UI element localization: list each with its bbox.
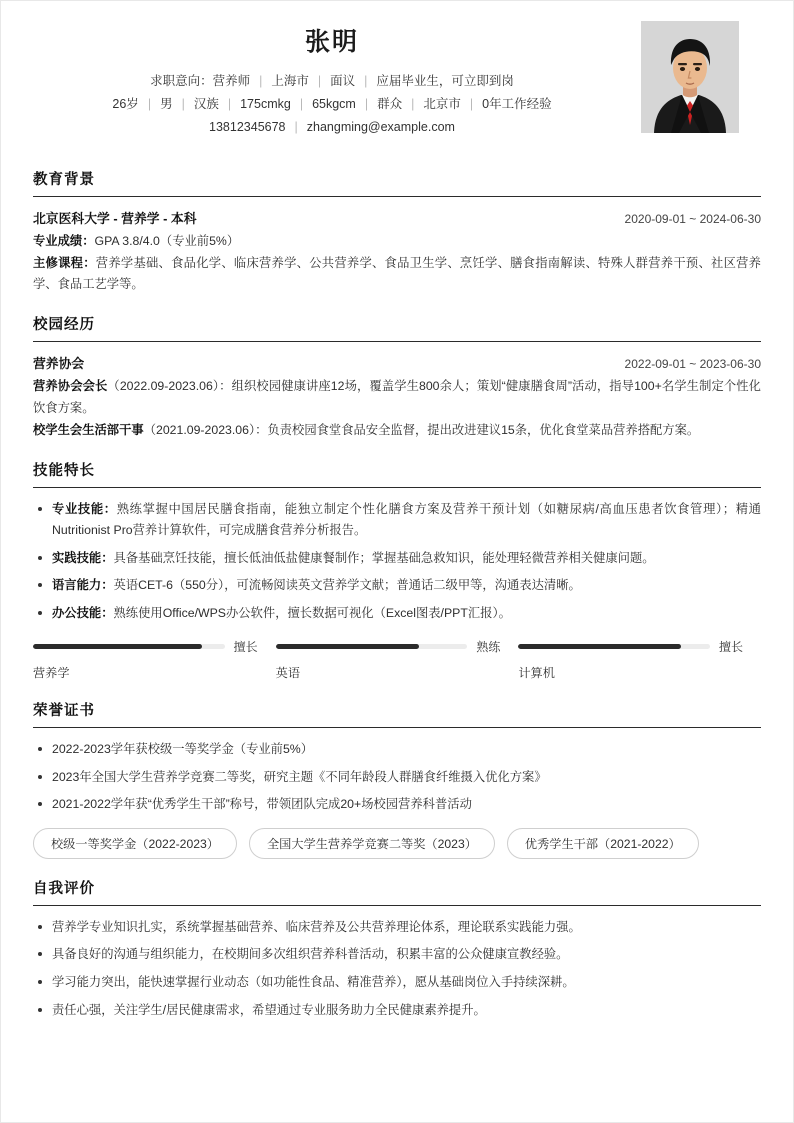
- self-evaluation-list: [33, 917, 761, 1021]
- education-courses-value: 营养学基础、食品化学、临床营养学、公共营养学、食品卫生学、烹饪学、膳食指南解读、特殊人群营养干预、社区营养学、食品工艺学等。: [33, 256, 761, 292]
- campus-entry-head: [33, 353, 761, 372]
- section-title-honors: 荣誉证书: [33, 703, 95, 720]
- education-entry-head: [33, 208, 761, 227]
- skill-bar-track: [276, 644, 468, 649]
- resume-header: [1, 1, 793, 150]
- meta-separator: |: [411, 97, 415, 111]
- section-self-evaluation: [1, 877, 793, 1021]
- campus-role-row: [33, 420, 761, 441]
- skill-bar-name: 英语: [275, 666, 301, 681]
- skill-bar-top: [518, 638, 743, 655]
- list-item: 2021-2022学年获“优秀学生干部”称号，带领团队完成20+场校园营养科普活动: [33, 794, 761, 816]
- section-skills: [1, 459, 793, 682]
- meta-value: 汉族: [193, 97, 219, 111]
- campus-role-detail: （2021.09-2023.06）：负责校园食堂食品安全监督，提出改进建议15条，优化食堂菜品营养搭配方案。: [143, 422, 700, 437]
- meta-separator: |: [259, 74, 263, 88]
- skill-label: 语言能力：: [52, 578, 114, 593]
- meta-value: 26岁: [112, 97, 139, 111]
- list-item: [33, 575, 761, 597]
- avatar: [641, 21, 739, 133]
- skills-list: [33, 499, 761, 625]
- education-entry: [33, 208, 761, 295]
- honors-list: [33, 739, 761, 816]
- meta-value: 男: [160, 97, 173, 111]
- meta-value: 上海市: [271, 74, 309, 88]
- meta-value: 面议: [330, 74, 356, 88]
- skill-text: 具备基础烹饪技能，擅长低油低盐健康餐制作；掌握基础急救知识，能处理轻微营养相关健康问题。: [113, 550, 655, 565]
- skill-label: 办公技能：: [52, 605, 114, 620]
- skill-text: 熟练掌握中国居民膳食指南，能独立制定个性化膳食方案及营养干预计划（如糖尿病/高血压患者饮食管理）；精通 Nutritionist Pro营养计算软件，可完成膳食营养分析报告。: [52, 501, 761, 538]
- list-item: 2022-2023学年获校级一等奖学金（专业前5%）: [33, 739, 761, 761]
- list-item: 责任心强，关注学生/居民健康需求，希望通过专业服务助力全民健康素养提升。: [33, 1000, 761, 1022]
- section-divider: [33, 487, 761, 488]
- meta-separator: |: [294, 120, 298, 134]
- meta-separator: |: [147, 97, 152, 111]
- meta-separator: |: [364, 74, 368, 88]
- campus-role-title: 营养协会会长: [33, 379, 108, 394]
- meta-value: zhangming@example.com: [306, 120, 455, 134]
- section-divider: [33, 196, 761, 197]
- meta-value: 求职意向：营养师: [150, 74, 251, 88]
- skill-bar-item: [33, 638, 276, 681]
- section-divider: [33, 727, 761, 728]
- meta-value: 应届毕业生，可立即到岗: [376, 74, 514, 88]
- education-courses-row: [33, 253, 761, 295]
- skill-text: 英语CET-6（550分），可流畅阅读英文营养学文献；普通话二级甲等，沟通表达清晰。: [113, 578, 581, 593]
- campus-date: 2022-09-01 ~ 2023-06-30: [624, 357, 761, 372]
- honors-tag-group: [33, 828, 761, 859]
- skill-bar-fill: [33, 644, 202, 649]
- education-date: 2020-09-01 ~ 2024-06-30: [624, 212, 761, 226]
- list-item: [33, 548, 761, 570]
- meta-separator: |: [317, 74, 322, 88]
- section-title-campus: 校园经历: [33, 317, 95, 334]
- skill-bar-group: [33, 638, 761, 681]
- skill-bar-track: [33, 644, 225, 649]
- meta-separator: |: [299, 97, 304, 111]
- meta-line-personal: [33, 94, 631, 114]
- campus-role-title: 校学生会生活部干事: [33, 422, 144, 437]
- meta-separator: |: [364, 97, 369, 111]
- list-item: [33, 603, 761, 625]
- meta-line-contact: [33, 117, 631, 137]
- skill-bar-top: [33, 638, 258, 655]
- meta-separator: |: [227, 97, 232, 111]
- education-school: 北京医科大学 - 营养学 - 本科: [33, 211, 197, 226]
- list-item: 学习能力突出，能快速掌握行业动态（如功能性食品、精准营养），愿从基础岗位入手持续深耕。: [33, 972, 761, 994]
- section-honors: [1, 699, 793, 859]
- meta-value: 175cmkg: [240, 97, 291, 111]
- list-item: 2023年全国大学生营养学竞赛二等奖，研究主题《不同年龄段人群膳食纤维摄入优化方案》: [33, 767, 761, 789]
- education-gpa-row: [33, 231, 761, 252]
- campus-role-row: [33, 376, 761, 418]
- education-gpa-value: GPA 3.8/4.0（专业前5%）: [94, 234, 240, 248]
- skill-bar-fill: [518, 644, 681, 649]
- skill-bar-fill: [276, 644, 420, 649]
- campus-entry: [33, 353, 761, 440]
- education-gpa-label: 专业成绩：: [33, 234, 95, 248]
- skill-text: 熟练使用Office/WPS办公软件，擅长数据可视化（Excel图表/PPT汇报）。: [113, 605, 511, 620]
- meta-value: 0年工作经验: [482, 97, 552, 111]
- section-title-skills: 技能特长: [33, 462, 95, 479]
- section-divider: [33, 341, 761, 342]
- skill-bar-top: [276, 638, 501, 655]
- meta-separator: |: [181, 97, 185, 111]
- section-divider: [33, 905, 761, 906]
- list-item: 具备良好的沟通与组织能力，在校期间多次组织营养科普活动，积累丰富的公众健康宣教经验。: [33, 944, 761, 966]
- section-title-self-evaluation: 自我评价: [33, 880, 95, 897]
- page-title: 张明: [304, 28, 359, 56]
- skill-bar-item: [518, 638, 761, 681]
- skill-bar-name: 计算机: [518, 666, 555, 681]
- skill-bar-track: [518, 644, 710, 649]
- list-item: [33, 499, 761, 542]
- skill-label: 专业技能：: [52, 501, 117, 516]
- list-item: 营养学专业知识扎实，系统掌握基础营养、临床营养及公共营养理论体系，理论联系实践能力强。: [33, 917, 761, 939]
- meta-value: 13812345678: [209, 120, 286, 134]
- education-courses-label: 主修课程：: [33, 256, 96, 271]
- meta-value: 北京市: [423, 97, 461, 111]
- meta-value: 群众: [377, 97, 403, 111]
- meta-line-intent: [33, 71, 631, 91]
- person-avatar-photo-icon: [641, 21, 739, 133]
- skill-bar-level: 熟练: [476, 640, 501, 655]
- meta-separator: |: [469, 97, 474, 111]
- meta-value: 65kgcm: [312, 97, 356, 111]
- campus-org: 营养协会: [33, 356, 85, 372]
- skill-label: 实践技能：: [52, 550, 114, 565]
- status-badge: 优秀学生干部（2021-2022）: [507, 828, 699, 859]
- status-badge: 校级一等奖学金（2022-2023）: [33, 828, 237, 859]
- section-campus: [1, 313, 793, 440]
- section-title-education: 教育背景: [33, 172, 95, 188]
- skill-bar-level: 擅长: [233, 640, 258, 655]
- skill-bar-level: 擅长: [719, 640, 744, 655]
- section-education: [1, 168, 793, 295]
- skill-bar-name: 营养学: [33, 666, 70, 681]
- skill-bar-item: [276, 638, 519, 681]
- campus-role-detail: （2022.09-2023.06）：组织校园健康讲座12场，覆盖学生800余人；策划“健康膳食周”活动，指导100+名学生制定个性化饮食方案。: [33, 379, 761, 415]
- status-badge: 全国大学生营养学竞赛二等奖（2023）: [249, 828, 495, 859]
